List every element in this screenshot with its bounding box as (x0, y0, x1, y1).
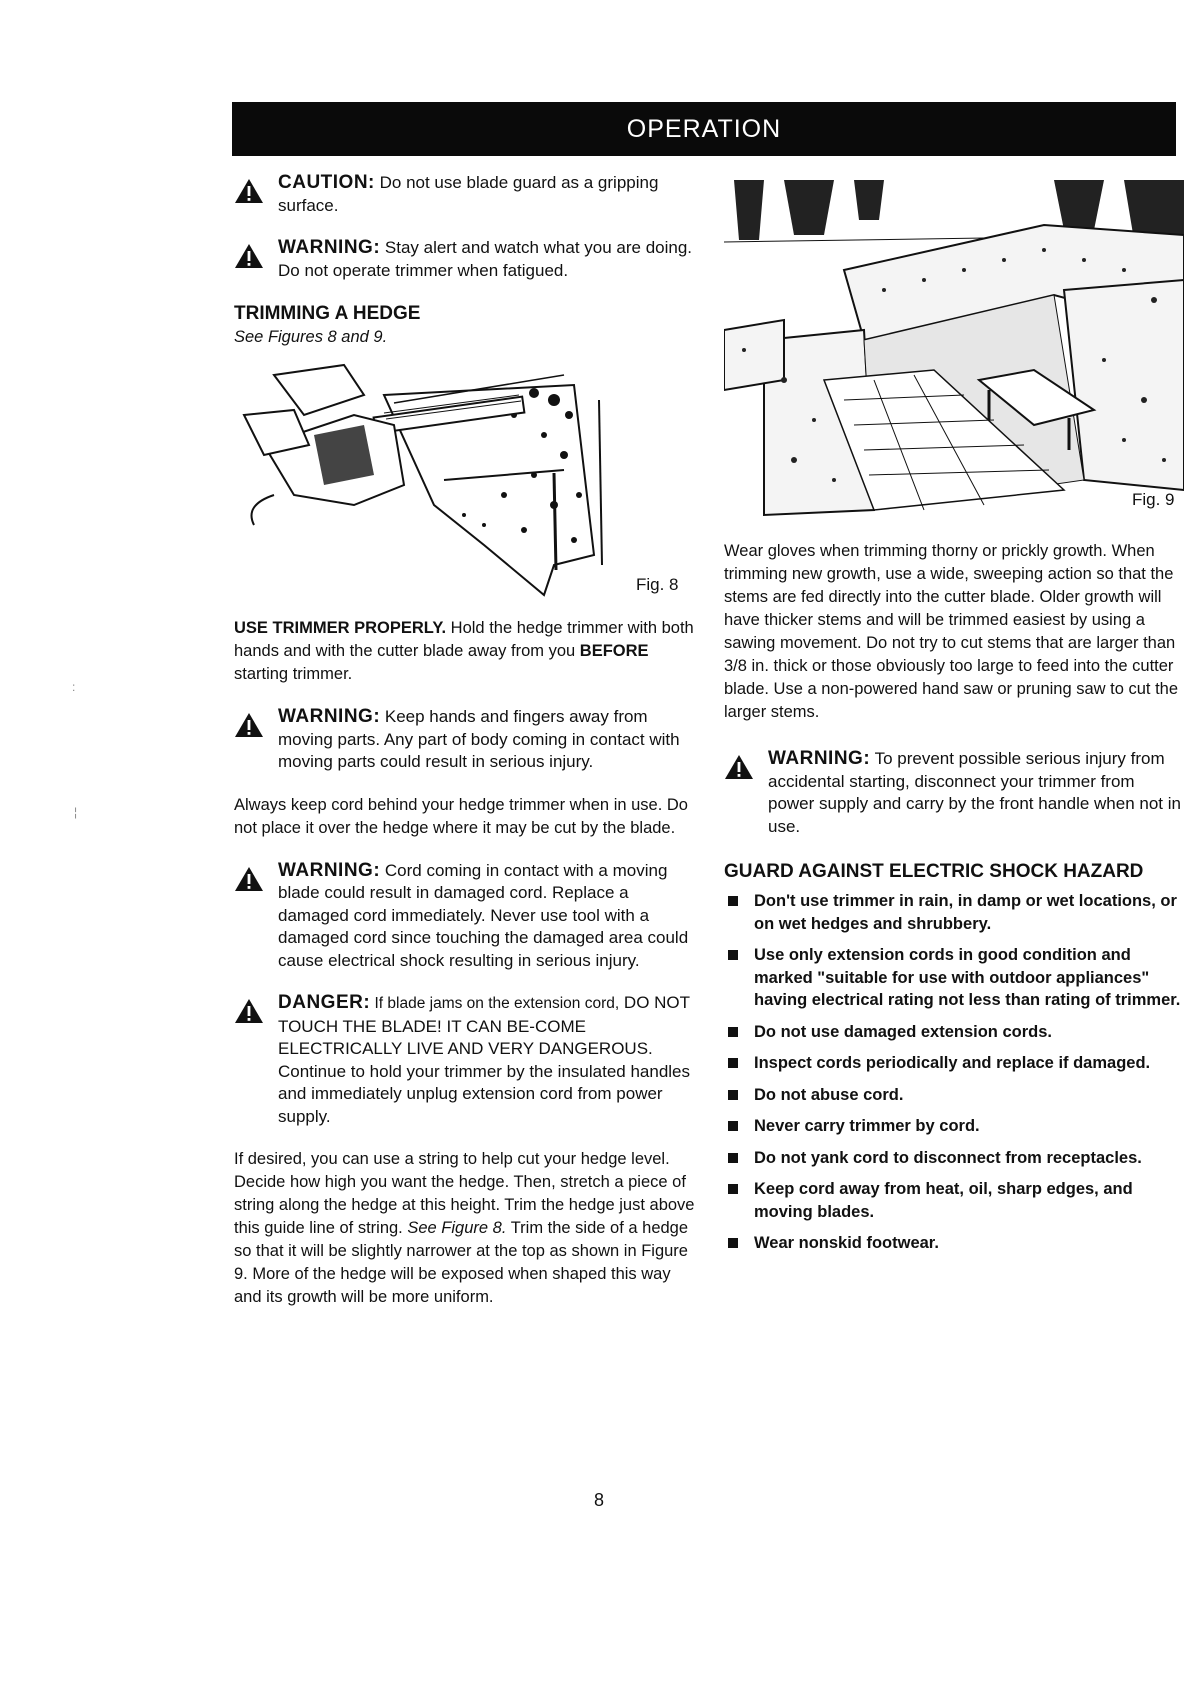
cord-paragraph: Always keep cord behind your hedge trimmer when in use. Do not place it over the hedge where it may be cut by the blade. (234, 795, 688, 837)
warning-triangle-icon (724, 754, 754, 780)
warning-triangle-icon (234, 712, 264, 738)
caution-keyword: CAUTION: (278, 172, 375, 193)
string-guide-ref: See Figure 8. (407, 1219, 507, 1237)
trimming-hedge-title: TRIMMING A HEDGE (234, 303, 421, 324)
list-item: Use only extension cords in good condition and marked "suitable for use with outdoor appliances" having electrical rating not less than rating of trimmer. (724, 944, 1184, 1012)
right-column (724, 180, 1184, 1264)
list-item: Do not abuse cord. (724, 1084, 1184, 1107)
string-guide-text-end: Trim the side of a hedge so that it will be slightly narrower at the top as shown in Figure 9. More of the hedge will be exposed when shaped this way and its growth will be more uniform. (234, 1219, 689, 1306)
warning-text: Stay alert and watch what you are doing. Do not operate trimmer when fatigued. (278, 238, 693, 280)
section-header-bar (232, 102, 1176, 156)
warning-keyword: WARNING: (278, 706, 381, 727)
gloves-paragraph: Wear gloves when trimming thorny or prickly growth. When trimming new growth, use a wide, sweeping action so that the stems are fed directly into the cutter blade. Older growth will have thicker stems and will be trimmed easiest by using a sawing movement. Do not try to cut stems that are larger than 3/8 in. thick or those obviously too large to feed into the cutter blade. Use a non-powered hand saw or pruning saw to cut the larger stems. (724, 542, 1179, 721)
fig9-label: Fig. 9 (1132, 490, 1175, 509)
string-guide-paragraph (234, 1148, 702, 1309)
list-item: Keep cord away from heat, oil, sharp edges, and moving blades. (724, 1178, 1184, 1223)
danger-keyword: DANGER: (278, 992, 371, 1013)
list-item: Do not use damaged extension cords. (724, 1021, 1184, 1044)
warning-keyword: WARNING: (768, 748, 871, 769)
warning-keyword: WARNING: (278, 859, 381, 881)
list-item: Do not yank cord to disconnect from receptacles. (724, 1147, 1184, 1170)
warning-triangle-icon (234, 243, 264, 269)
danger-triangle-icon (234, 998, 264, 1024)
list-item: Don't use trimmer in rain, in damp or wet locations, or on wet hedges and shrubbery. (724, 890, 1184, 935)
caution-text: Do not use blade guard as a gripping surface. (278, 173, 659, 215)
warning-text: Keep hands and fingers away from moving parts. Any part of body coming in contact with moving parts could result in serious injury. (278, 707, 680, 771)
warning-alert-hands (234, 706, 702, 774)
warning-triangle-icon (234, 866, 264, 892)
list-item: Wear nonskid footwear. (724, 1232, 1184, 1255)
hedge-shape-illustration (724, 180, 1184, 520)
caution-alert (234, 172, 702, 217)
trimming-hedge-ref: See Figures 8 and 9. (234, 328, 388, 346)
list-item: Inspect cords periodically and replace if damaged. (724, 1052, 1184, 1075)
warning-alert-cord (234, 860, 702, 973)
left-column (234, 172, 702, 1309)
warning-alert-start (724, 748, 1184, 838)
warning-text: Cord coming in contact with a moving blade could result in damaged cord. Replace a damaged cord immediately. Never use tool with a damaged cord since touching the damaged area could cause electrical shock resulting in serious injury. (278, 860, 689, 970)
shock-safety-list (724, 890, 1184, 1255)
danger-text: DO NOT TOUCH THE BLADE! IT CAN BE-COME ELECTRICALLY LIVE AND VERY DANGEROUS. Continue to hold your trimmer by the insulated handles and immediately unplug extension cord from power supply. (278, 993, 691, 1126)
caution-triangle-icon (234, 178, 264, 204)
warning-keyword: WARNING: (278, 237, 381, 258)
before-emphasis: BEFORE (579, 642, 649, 660)
string-guide-text: If desired, you can use a string to help cut your hedge level. Decide how high you want the hedge. Then, stretch a piece of string along the hedge at this height. Trim the hedge just above this guide line of string. (234, 1150, 695, 1237)
section-header-title: OPERATION (626, 114, 782, 143)
use-trimmer-text-end: starting trimmer. (234, 665, 353, 683)
list-item: Never carry trimmer by cord. (724, 1115, 1184, 1138)
page-number: 8 (593, 1490, 604, 1510)
warning-text: To prevent possible serious injury from accidental starting, disconnect your trimmer from power supply and carry by the front handle when not in use. (768, 749, 1181, 836)
warning-alert-fatigue (234, 237, 702, 282)
hedge-trimmer-illustration (234, 355, 702, 607)
shock-hazard-title: GUARD AGAINST ELECTRIC SHOCK HAZARD (724, 861, 1144, 882)
scan-mark: ¦ (74, 805, 78, 819)
figure-8 (234, 355, 702, 607)
figure-9 (724, 180, 1184, 520)
fig8-label: Fig. 8 (636, 575, 679, 594)
use-trimmer-lead: USE TRIMMER PROPERLY. (234, 619, 447, 637)
use-trimmer-text: Hold the hedge trimmer with both hands and with the cutter blade away from you (234, 619, 694, 660)
use-trimmer-paragraph (234, 617, 702, 686)
danger-text-small: If blade jams on the extension cord, (370, 995, 620, 1012)
danger-alert (234, 992, 702, 1128)
scan-mark: : (72, 680, 76, 694)
